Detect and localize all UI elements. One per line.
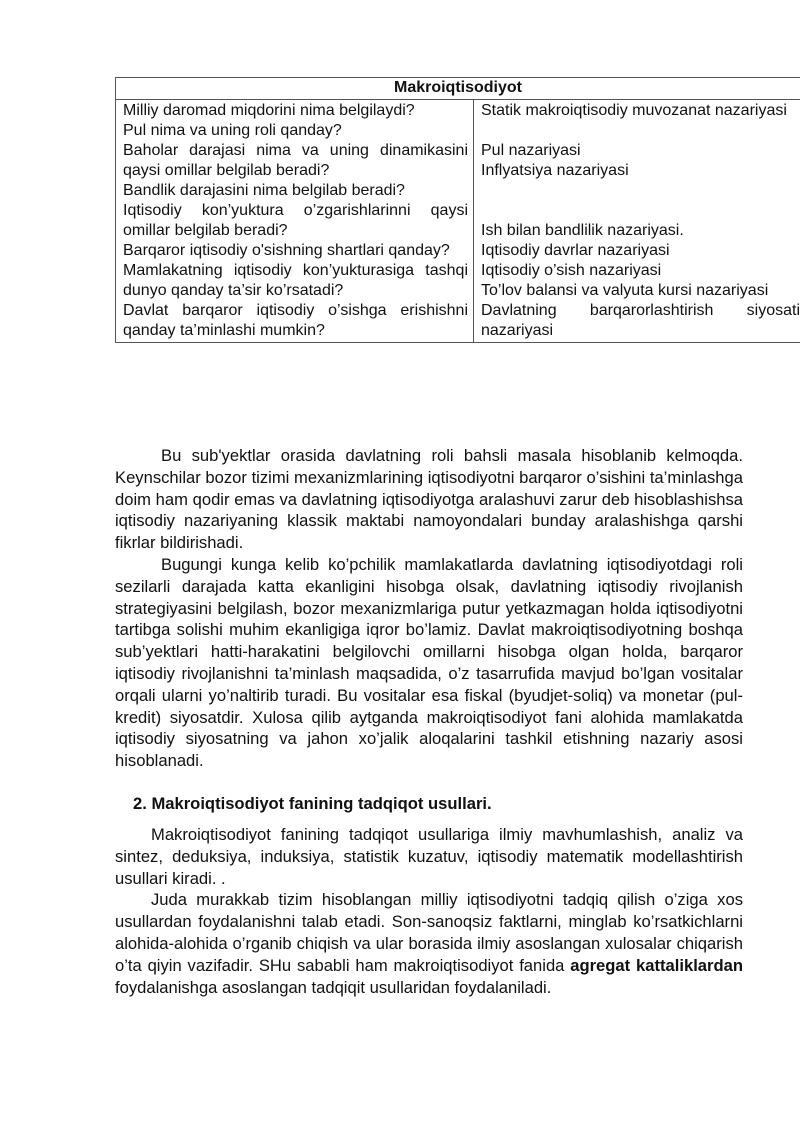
spacer — [481, 181, 800, 201]
paragraph: Bu sub'yektlar orasida davlatning roli bahsli masala hisoblanib kelmoqda. Keynschilar bozor tizimi mexanizmlarining iqtisodiyotni barqaror o’sishini ta’minlashga doim ham qodir emas va davlatning iqtisodiyotga aralashuvi zarur deb hisoblashishsa iqtisodiy nazariyaning klassik maktabi namoyondalari bunday aralashishga qarshi fikrlar bildirishadi. — [115, 446, 743, 553]
question-cell: Pul nima va uning roli qanday? — [123, 122, 342, 139]
question-cell: Barqaror iqtisodiy o'sishning shartlari qanday? — [123, 242, 450, 259]
table-header: Makroiqtisodiyot — [116, 78, 800, 100]
theory-cell: Inflyatsiya nazariyasi — [481, 162, 629, 179]
paragraph-text: Juda murakkab tizim hisoblangan milliy iqtisodiyotni tadqiq qilish o’ziga xos usullardan foydalanishni talab etadi. Son-sanoqsiz faktlarni, minglab ko’rsatkichlarni alohida-alohida o’rganib chiqish va ular borasida ilmiy asoslangan xulosalar chiqarish o’ta qiyin vazifadir. SHu sababli ham makroiqtisodiyot fanida — [115, 890, 743, 975]
theory-cell: To’lov balansi va valyuta kursi nazariyasi — [481, 282, 769, 299]
theory-cell: Iqtisodiy o’sish nazariyasi — [481, 262, 662, 279]
paragraph-text: foydalanishga asoslangan tadqiqit usullaridan foydalaniladi. — [115, 977, 552, 997]
spacer — [481, 201, 800, 221]
question-cell: Baholar darajasi nima va uning dinamikasini qaysi omillar belgilab beradi? — [123, 142, 468, 179]
body-text-1 — [115, 445, 743, 772]
section-heading: 2. Makroiqtisodiyot fanining tadqiqot usullari. — [133, 794, 492, 813]
paragraph: Bugungi kunga kelib ko’pchilik mamlakatlarda davlatning iqtisodiyotdagi roli sezilarli darajada katta ekanligini hisobga olsak, davlatning iqtisodiy rivojlanish strategiyasini belgilash, bozor mexanizmlariga putur yetkazmagan holda iqtisodiyotni tartibga solishi muhim ekanligiga iqror bo’lamiz. Davlat makroiqtisodiyotning boshqa sub’yektlari hatti-harakatini belgilovchi omillarni hisobga olgan holda, barqaror iqtisodiy rivojlanishni ta’minlash maqsadida, o’z tasarrufida mavjud bo’lgan vositalar orqali ularni yo’naltirib turadi. Bu vositalar esa fiskal (byudjet-soliq) va monetar (pul-kredit) siyosatdir. Xulosa qilib aytganda makroiqtisodiyot fani alohida mamlakatda iqtisodiy siyosatning va jahon xo’jalik aloqalarini tashkil etishning nazariy asosi hisoblanadi. — [115, 554, 743, 771]
theory-cell: Statik makroiqtisodiy muvozanat nazariyasi — [481, 102, 787, 119]
body-text-2 — [115, 824, 743, 998]
questions-column — [116, 100, 474, 342]
theory-cell: Pul nazariyasi — [481, 142, 581, 159]
theories-column — [474, 100, 800, 342]
theory-cell: Davlatning barqarorlashtirish siyosati nazariyasi — [481, 302, 800, 339]
theory-cell: Iqtisodiy davrlar nazariyasi — [481, 242, 670, 259]
macroeconomics-table — [115, 77, 800, 343]
paragraph: Makroiqtisodiyot fanining tadqiqot usullariga ilmiy mavhumlashish, analiz va sintez, deduksiya, induksiya, statistik kuzatuv, iqtisodiy matematik modellashtirish usullari kiradi. . — [115, 825, 743, 888]
theory-cell: Ish bilan bandlilik nazariyasi. — [481, 222, 684, 239]
bold-term: agregat kattaliklardan — [570, 955, 743, 975]
spacer — [481, 121, 800, 141]
question-cell: Bandlik darajasini nima belgilab beradi? — [123, 182, 405, 199]
question-cell: Iqtisodiy kon’yuktura o’zgarishlarinni qaysi omillar belgilab beradi? — [123, 202, 468, 239]
question-cell: Davlat barqaror iqtisodiy o’sishga erishishni qanday ta’minlashi mumkin? — [123, 302, 468, 339]
table-body — [116, 100, 800, 342]
question-cell: Milliy daromad miqdorini nima belgilaydi? — [123, 102, 415, 119]
question-cell: Mamlakatning iqtisodiy kon’yukturasiga tashqi dunyo qanday ta’sir ko’rsatadi? — [123, 262, 468, 299]
paragraph — [115, 889, 743, 998]
